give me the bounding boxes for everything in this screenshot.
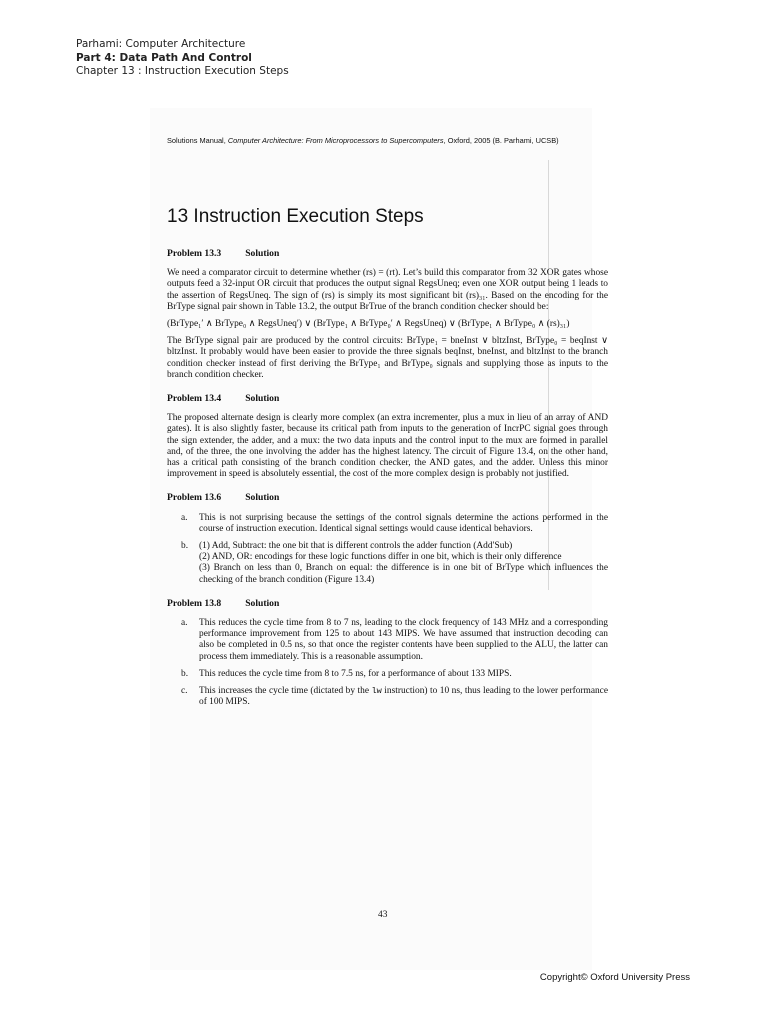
list-item: [167, 618, 608, 663]
problem-13-8-heading: [167, 598, 608, 609]
list-item: [167, 686, 608, 708]
list-item-text: This is not surprising because the settings of the control signals determine the actions performed in the course of instruction execution. Identical signal settings would cause identical behaviors.: [199, 512, 608, 534]
problem-13-3-paragraph-1: We need a comparator circuit to determine whether (rs) = (rt). Let’s build this comparator from 32 XOR gates whose outputs feed a 32-input OR circuit that produces the output signal RegsUneq; even one XOR output being 1 leads to the assertion of RegsUneq. The sign of (rs) is simply its most significant bit (rs)₃₁. Based on the encoding for the BrType signal pair shown in Table 13.2, the output BrTrue of the branch condition checker should be:: [167, 268, 608, 312]
header-line-2: Part 4: Data Path And Control: [76, 51, 252, 64]
list-item-label: c.: [181, 686, 188, 697]
list-item-label: a.: [181, 512, 188, 523]
list-item-text: (2) AND, OR: encodings for these logic functions differ in one bit, which is their only difference: [199, 552, 562, 563]
running-head-book: Computer Architecture: From Microprocessors to Supercomputers: [227, 136, 444, 145]
problem-13-4-paragraph: The proposed alternate design is clearly more complex (an extra incrementer, plus a mux in lieu of an array of AND gates). It is also slightly faster, because its critical path from inputs to the generation of IncrPC signal goes through the sign extender, the adder, and a mux: the two data inputs and the control input to the mux are formed in parallel and, of the three, the one involving the adder has the highest latency. The circuit of Figure 13.4, on the other hand, has a critical path consisting of the branch condition checker, the AND gates, and the adder. Unless this minor improvement in speed is absolutely essential, the cost of the more complex design is probably not justified.: [167, 413, 608, 480]
problem-heading-label: Problem 13.4: [167, 393, 222, 405]
problem-13-3-heading: [167, 248, 608, 259]
solution-label: Solution: [245, 248, 280, 259]
running-head: [167, 136, 617, 145]
list-item-text: [199, 686, 608, 708]
list-item-text: This reduces the cycle time from 8 to 7.5 ns, for a performance of about 133 MIPS.: [199, 668, 512, 679]
text-fragment: instruction) to 10 ns, thus leading to the lower performance of 100 MIPS.: [199, 686, 608, 708]
problem-heading-label: Problem 13.6: [167, 492, 222, 504]
solution-label: Solution: [245, 597, 280, 609]
problem-heading-label: Problem 13.3: [167, 248, 222, 259]
list-item-label: a.: [181, 618, 188, 629]
list-item-text: (3) Branch on less than 0, Branch on equal: the difference is in one bit of BrType which influences the checking of the branch condition (Figure 13.4): [199, 563, 608, 585]
copyright-notice: Copyright© Oxford University Press: [539, 972, 690, 983]
running-head-suffix: , Oxford, 2005 (B. Parhami, UCSB): [443, 136, 559, 145]
code-lw: lw: [371, 686, 382, 697]
list-item: [167, 513, 608, 535]
problem-13-6-heading: [167, 492, 608, 503]
problem-13-3-paragraph-2: The BrType signal pair are produced by the control circuits: BrType₁ = bneInst ∨ bltzInst, BrType₀ = beqInst ∨ bltzInst. It probably would have been easier to provide the three signals beqInst, bneInst, and bltzInst to the branch condition checker instead of first deriving the BrType₁ and BrType₀ signals and supplying those as inputs to the branch condition checker.: [167, 336, 608, 380]
chapter-title: 13 Instruction Execution Steps: [167, 206, 424, 227]
page-number: 43: [378, 910, 388, 920]
text-fragment: This increases the cycle time (dictated by the: [199, 686, 372, 697]
list-item-text: (1) Add, Subtract: the one bit that is different controls the adder function (Add′Sub): [199, 541, 513, 552]
list-item-text: This reduces the cycle time from 8 to 7 ns, leading to the clock frequency of 143 MHz and a corresponding performance improvement from 125 to about 143 MIPS. We have assumed that instruction decoding can also be completed in 0.5 ns, so that once the register contents have been supplied to the ALU, the latter can process them immediately. This is a reasonable assumption.: [199, 618, 608, 662]
solution-label: Solution: [245, 492, 280, 504]
problem-13-4-heading: [167, 393, 608, 404]
problem-heading-label: Problem 13.8: [167, 597, 222, 609]
list-item: [167, 669, 608, 680]
running-head-prefix: Solutions Manual,: [167, 136, 228, 145]
brtrue-equation: (BrType₁′ ∧ BrType₀ ∧ RegsUneq′) ∨ (BrType₁ ∧ BrType₀′ ∧ RegsUneq) ∨ (BrType₁ ∧ BrType₀ ∧ (rs)₃₁): [167, 319, 570, 330]
solution-label: Solution: [245, 393, 280, 405]
list-item-label: b.: [181, 668, 189, 679]
list-item: [167, 541, 608, 586]
document-header: [76, 38, 289, 79]
header-line-1: Parhami: Computer Architecture: [76, 38, 246, 50]
list-item-label: b.: [181, 541, 189, 552]
header-line-3: Chapter 13 : Instruction Execution Steps: [76, 65, 289, 77]
page-content: [167, 248, 608, 715]
